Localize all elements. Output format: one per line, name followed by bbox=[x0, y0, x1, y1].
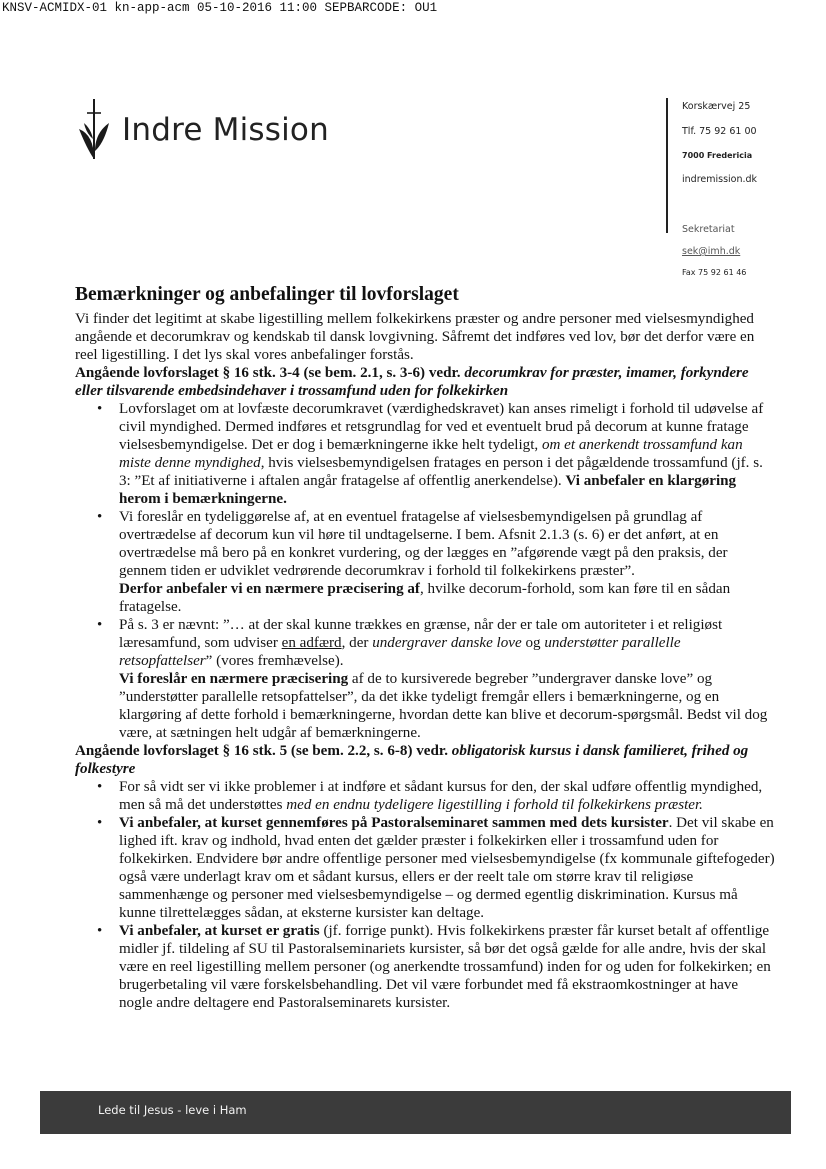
contact-website: indremission.dk bbox=[682, 174, 758, 185]
item-text: . Det vil skabe en lighed ift. krav og indhold, hvad enten det gælder præster i folkekirken eller i trossamfund uden for folkekirken. Endvidere bør andre offentlige personer med vielsesbemyndigelse (fx kommunale giftefogeder) også være underlagt krav om et sådant kursus, ellers er der reelt tale om større krav til religiøse sammenhænge og personer med vielsesbemyndigelse – og dermed egentlig diskrimination. Kursus må kunne tilrettelægges sådan, at eksterne kursister kan deltage. bbox=[119, 815, 775, 921]
list-item bbox=[75, 814, 775, 922]
bullet-list bbox=[75, 778, 775, 1012]
footer-slogan: Lede til Jesus - leve i Ham bbox=[98, 1103, 247, 1117]
underlined-text: en adfærd bbox=[281, 635, 342, 651]
item-text: For så vidt ser vi ikke problemer i at indføre et sådant kursus for den, der skal udføre offentlig myndighed, men så må det understøttes bbox=[119, 779, 763, 813]
contact-email: sek@imh.dk bbox=[682, 246, 741, 257]
contact-street: Korskærvej 25 bbox=[682, 101, 751, 112]
item-paragraph bbox=[119, 616, 775, 670]
cross-figure-logo-icon bbox=[78, 99, 112, 161]
recommendation-text: Vi foreslår en nærmere præcisering bbox=[119, 671, 349, 687]
section-heading bbox=[75, 742, 775, 778]
document-title: Bemærkninger og anbefalinger til lovforslaget bbox=[75, 284, 459, 305]
item-paragraph bbox=[119, 580, 775, 616]
item-text: • Vi foreslår en tydeliggørelse af, at en eventuel fratagelse af vielsesbemyndigelsen på grundlag af overtrædelse af decorum kun vil høre til undtagelserne. I bem. Afsnit 2.1.3 (s. 6) er det anført, at en overtrædelse må bero på en konkret vurdering, og der lægges en ”afgørende vægt på den praksis, der gennem tiden er udviklet vedrørende decorumkrav i forhold til folkekirkens præster”. bbox=[119, 509, 728, 579]
section-heading-topic: decorumkrav for præster, imamer, forkyndere eller tilsvarende embedsindehaver i trossamfund uden for folkekirken bbox=[75, 365, 749, 399]
item-paragraph bbox=[119, 670, 775, 742]
contact-fax: Fax 75 92 61 46 bbox=[682, 268, 747, 277]
item-text: , hvilke decorum-forhold, som kan føre til en sådan fratagelse. bbox=[119, 581, 731, 615]
letterhead-divider bbox=[666, 98, 668, 233]
item-italic-text: understøtter parallelle retsopfattelser bbox=[119, 635, 681, 669]
item-text: På s. 3 er nævnt: ”… at der skal kunne trækkes en grænse, når der er tale om autoriteter i et religiøst læresamfund, som udviser bbox=[119, 617, 723, 651]
item-text: ” (vores fremhævelse). bbox=[205, 653, 344, 669]
bullet-list bbox=[75, 400, 775, 742]
item-text: og bbox=[521, 635, 545, 651]
item-italic-text: om et anerkendt trossamfund kan miste denne myndighed bbox=[119, 437, 743, 471]
list-item bbox=[75, 616, 775, 742]
section-heading-topic: obligatorisk kursus i dansk familieret, frihed og folkestyre bbox=[75, 743, 749, 777]
contact-phone: Tlf. 75 92 61 00 bbox=[682, 126, 757, 137]
organization-logo bbox=[78, 99, 329, 161]
intro-paragraph: Vi finder det legitimt at skabe ligestilling mellem folkekirkens præster og andre personer med vielsesmyndighed angående et decorumkrav og kendskab til dansk lovgivning. Såfremt det indføres ved lov, bør det derfor være en reel ligestilling. I det lys skal vores anbefalinger forstås. bbox=[75, 311, 755, 363]
document-body bbox=[75, 310, 775, 1012]
list-item bbox=[75, 778, 775, 814]
item-text: , der bbox=[341, 635, 373, 651]
list-item bbox=[75, 508, 775, 616]
section-heading-text: Angående lovforslaget § 16 stk. 5 (se bem. 2.2, s. 6-8) vedr. bbox=[75, 743, 452, 759]
footer-bar bbox=[40, 1091, 791, 1134]
contact-city: 7000 Fredericia bbox=[682, 151, 753, 160]
recommendation-text: Vi anbefaler, at kurset er gratis bbox=[119, 923, 320, 939]
item-italic-text: undergraver danske love bbox=[372, 635, 522, 651]
recommendation-text: Vi anbefaler en klargøring herom i bemærkningerne. bbox=[119, 473, 737, 507]
logo-text: Indre Mission bbox=[122, 112, 329, 148]
item-text: af de to kursiverede begreber ”undergraver danske love” og ”understøtter parallelle retsopfattelser”, da det ikke tydeligt fremgår ellers i bemærkningerne, og en klargøring af dette forhold i bemærkningerne, hvordan dette kan blive et decorum-spørgsmål. Bedst vil dog være, at sætningen helt udgår af bemærkningerne. bbox=[119, 671, 768, 741]
item-italic-text: med en endnu tydeligere ligestilling i forhold til folkekirkens præster. bbox=[286, 797, 703, 813]
item-text: Lovforslaget om at lovfæste decorumkravet (værdighedskravet) kan anses rimeligt i forhold til udøvelse af civil myndighed. Dermed indføres et retsgrundlag for ved et eventuelt brud på decorum at kunne fratage vielsesbemyndigelse. Det er dog i bemærkningerne ikke helt tydeligt, bbox=[119, 401, 764, 453]
list-item bbox=[75, 400, 775, 508]
section-heading-text: Angående lovforslaget § 16 stk. 3-4 (se bem. 2.1, s. 3-6) vedr. bbox=[75, 365, 465, 381]
item-text: (jf. forrige punkt). Hvis folkekirkens præster får kurset betalt af offentlige midler jf. tildeling af SU til Pastoralseminariets kursister, så bør det også gælde for alle andre, hvis der skal være en reel ligestilling mellem personer (og anerkendte trossamfund) inden for og uden for folkekirken; en brugerbetaling vil være forskelsbehandling. Det vil være forbundet med få ekstraomkostninger at have nogle andre deltagere end Pastoralseminarets kursister. bbox=[119, 923, 771, 1011]
item-text: , hvis vielsesbemyndigelsen fratages en person i det pågældende trossamfund (jf. s. 3: ”Et af initiativerne i aftalen angår fratagelse af offentlig anerkendelse). bbox=[119, 455, 763, 489]
contact-department: Sekretariat bbox=[682, 224, 735, 235]
list-item bbox=[75, 922, 775, 1012]
scan-header: KNSV-ACMIDX-01 kn-app-acm 05-10-2016 11:00 SEPBARCODE: OU1 bbox=[2, 1, 438, 15]
section-heading bbox=[75, 364, 775, 400]
recommendation-text: Derfor anbefaler vi en nærmere præcisering af bbox=[119, 581, 420, 597]
recommendation-text: Vi anbefaler, at kurset gennemføres på Pastoralseminaret sammen med dets kursister bbox=[119, 815, 669, 831]
